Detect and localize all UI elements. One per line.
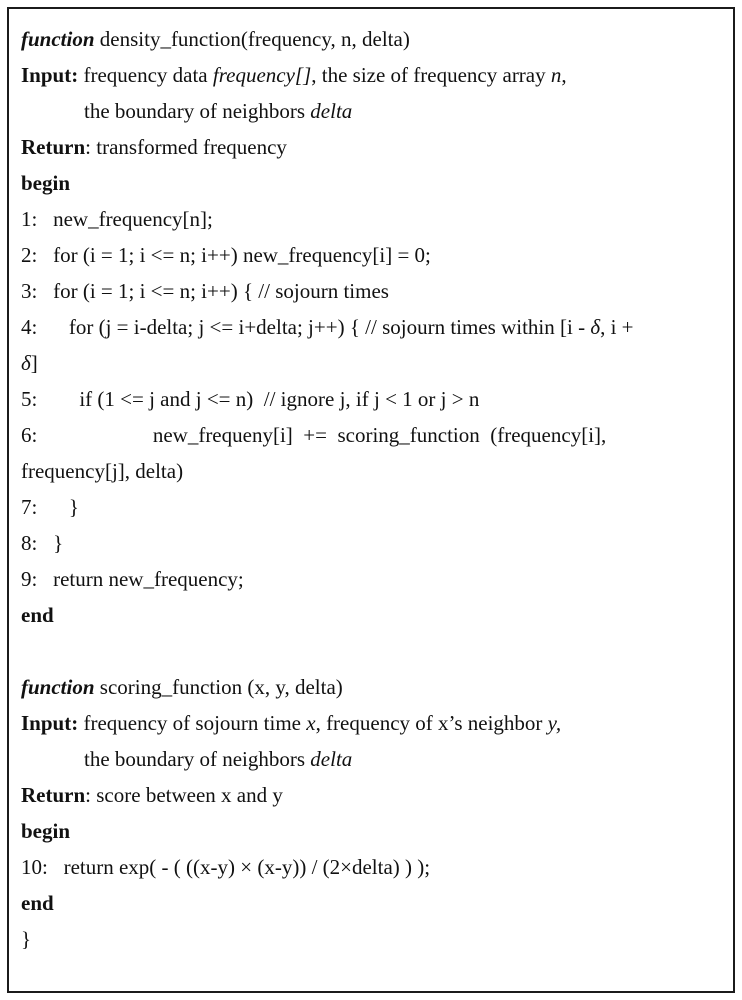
code-line	[21, 381, 721, 417]
code-line	[21, 597, 721, 633]
code-line	[21, 201, 721, 237]
code-text: frequency[]	[212, 63, 312, 87]
code-text: delta	[310, 99, 353, 123]
code-text: ,	[561, 63, 567, 87]
code-text: end	[21, 891, 54, 915]
code-line	[21, 309, 721, 345]
code-text: begin	[21, 819, 71, 843]
code-line	[21, 921, 721, 957]
code-line	[21, 669, 721, 705]
code-text: 3: for (i = 1; i <= n; i++) { // sojourn times	[21, 279, 389, 303]
code-text: x	[306, 711, 316, 735]
code-line	[21, 453, 721, 489]
code-line	[21, 885, 721, 921]
code-text: δ	[21, 351, 31, 375]
code-line	[21, 489, 721, 525]
code-text: 7: }	[21, 495, 79, 519]
code-text: function	[21, 675, 95, 699]
code-text: the boundary of neighbors	[21, 747, 311, 771]
code-text: Input:	[21, 711, 79, 735]
code-text: ]	[30, 351, 38, 375]
code-text: 10: return exp( - ( ((x-y) × (x-y)) / (2×delta) ) );	[21, 855, 431, 879]
code-text: begin	[21, 171, 71, 195]
code-text: delta	[310, 747, 353, 771]
code-text: Return	[21, 783, 86, 807]
code-line	[21, 237, 721, 273]
code-line	[21, 57, 721, 93]
code-line	[21, 129, 721, 165]
code-line	[21, 633, 721, 669]
code-text: , i +	[600, 315, 634, 339]
code-line	[21, 21, 721, 57]
code-line	[21, 741, 721, 777]
code-text: end	[21, 603, 54, 627]
code-line	[21, 705, 721, 741]
code-line	[21, 93, 721, 129]
code-text: y,	[547, 711, 562, 735]
code-line	[21, 165, 721, 201]
code-text: 1: new_frequency[n];	[21, 207, 213, 231]
code-text: frequency of sojourn time	[78, 711, 307, 735]
code-text: 4: for (j = i-delta; j <= i+delta; j++) { // sojourn times within [i -	[21, 315, 591, 339]
code-text: 9: return new_frequency;	[21, 567, 244, 591]
code-text: 6: new_frequeny[i] += scoring_function (frequency[i],	[21, 423, 607, 447]
code-line	[21, 561, 721, 597]
code-line	[21, 417, 721, 453]
code-text: }	[21, 927, 32, 951]
code-text: δ	[590, 315, 601, 339]
code-line	[21, 849, 721, 885]
code-text: : transformed frequency	[85, 135, 287, 159]
code-text: 2: for (i = 1; i <= n; i++) new_frequency[i] = 0;	[21, 243, 431, 267]
code-text: , frequency of x’s neighbor	[315, 711, 548, 735]
code-text: frequency[j], delta)	[21, 459, 184, 483]
code-text: Input:	[21, 63, 79, 87]
code-line	[21, 273, 721, 309]
code-text: density_function(frequency, n, delta)	[94, 27, 410, 51]
code-text: the boundary of neighbors	[21, 99, 311, 123]
pseudocode-frame	[7, 7, 735, 993]
code-line	[21, 777, 721, 813]
code-text: : score between x and y	[85, 783, 283, 807]
code-text: n	[550, 63, 562, 87]
code-text: scoring_function (x, y, delta)	[94, 675, 343, 699]
code-text: frequency data	[78, 63, 213, 87]
code-line	[21, 813, 721, 849]
code-text: 8: }	[21, 531, 64, 555]
code-line	[21, 525, 721, 561]
code-text: 5: if (1 <= j and j <= n) // ignore j, if j < 1 or j > n	[21, 387, 480, 411]
code-text: function	[21, 27, 95, 51]
pseudocode-listing	[21, 21, 721, 957]
code-text: Return	[21, 135, 86, 159]
code-text: , the size of frequency array	[311, 63, 551, 87]
code-line	[21, 345, 721, 381]
